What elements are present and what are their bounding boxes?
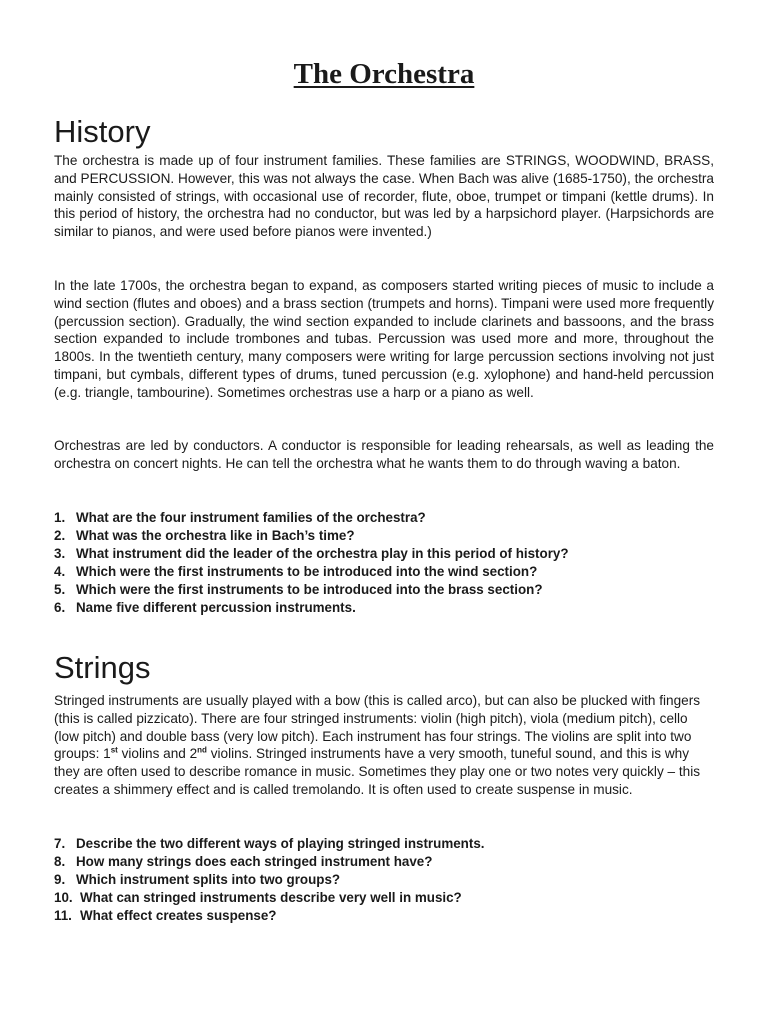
history-paragraph-3: Orchestras are led by conductors. A conductor is responsible for leading rehearsals, as well as leading the orchestra on concert nights. He can tell the orchestra what he wants them to do through waving a baton.: [54, 438, 714, 471]
question-item: [54, 871, 485, 889]
question-item: [54, 581, 569, 599]
question-number: 1.: [54, 510, 66, 525]
question-text: Which instrument splits into two groups?: [76, 872, 341, 887]
question-text: Describe the two different ways of playing stringed instruments.: [76, 836, 485, 851]
question-item: [54, 907, 485, 925]
question-number: 3.: [54, 546, 66, 561]
question-item: [54, 509, 569, 527]
question-text: Which were the first instruments to be introduced into the wind section?: [76, 564, 538, 579]
section-heading-strings: Strings: [54, 650, 151, 685]
question-text: What are the four instrument families of the orchestra?: [76, 510, 426, 525]
question-text: What instrument did the leader of the orchestra play in this period of history?: [76, 546, 569, 561]
question-text: What effect creates suspense?: [80, 908, 277, 923]
history-paragraph-2: In the late 1700s, the orchestra began to expand, as composers started writing pieces of music to include a wind section (flutes and oboes) and a brass section (trumpets and horns). Timpani were used more frequently (percussion section). Gradually, the wind section expanded to include clarinets and bassoons, and the brass section expanded to include trombones and tubas. Percussion was used more and more, throughout the 1800s. In the twentieth century, many composers were writing for large percussion sections involving not just timpani, but cymbals, different types of drums, tuned percussion (e.g. xylophone) and hand-held percussion (e.g. triangle, tambourine). Sometimes orchestras use a harp or a piano as well.: [54, 278, 714, 400]
question-number: 8.: [54, 854, 66, 869]
strings-text-part-2: violins and 2: [117, 746, 198, 762]
question-text: How many strings does each stringed instrument have?: [76, 854, 433, 869]
question-text: What can stringed instruments describe very well in music?: [80, 890, 462, 905]
ordinal-suffix-nd: nd: [197, 745, 207, 755]
question-number: 2.: [54, 528, 66, 543]
question-item: [54, 545, 569, 563]
question-item: [54, 835, 485, 853]
question-item: [54, 599, 569, 617]
question-number: 4.: [54, 564, 66, 579]
question-text: Name five different percussion instruments.: [76, 600, 356, 615]
question-item: [54, 527, 569, 545]
question-item: [54, 853, 485, 871]
strings-paragraph: [54, 692, 714, 799]
strings-text-part-3: violins. Stringed instruments have a very smooth, tuneful sound, and this is why they are often used to describe romance in music. Sometimes they play one or two notes very quickly – this creates a shimmery effect and is called tremolando. It is often used to create suspense in music.: [54, 746, 701, 797]
question-number: 6.: [54, 600, 66, 615]
question-item: [54, 889, 485, 907]
section-heading-history: History: [54, 114, 151, 149]
question-number: 11.: [54, 908, 72, 923]
question-text: What was the orchestra like in Bach’s time?: [76, 528, 355, 543]
history-paragraph-1: The orchestra is made up of four instrument families. These families are STRINGS, WOODWIND, BRASS, and PERCUSSION. However, this was not always the case. When Bach was alive (1685-1750), the orchestra mainly consisted of strings, with occasional use of recorder, flute, oboe, trumpet or timpani (kettle drums). In this period of history, the orchestra had no conductor, but was led by a harpsichord player. (Harpsichords are similar to pianos, and were used before pianos were invented.): [54, 153, 714, 240]
page-title: The Orchestra: [293, 58, 475, 90]
strings-text-part-1: Stringed instruments are usually played with a bow (this is called arco), but can also be plucked with fingers (this is called pizzicato). There are four stringed instruments: violin (high pitch), viola (medium pitch), cello (low pitch) and double bass (very low pitch). Each instrument has four strings. The violins are split into two groups: 1: [54, 693, 701, 762]
question-number: 7.: [54, 836, 66, 851]
ordinal-suffix-st: st: [110, 745, 118, 755]
history-question-list: [54, 509, 569, 617]
question-number: 10.: [54, 890, 73, 905]
question-text: Which were the first instruments to be introduced into the brass section?: [76, 582, 543, 597]
strings-question-list: [54, 835, 485, 925]
question-number: 5.: [54, 582, 66, 597]
question-number: 9.: [54, 872, 66, 887]
question-item: [54, 563, 569, 581]
